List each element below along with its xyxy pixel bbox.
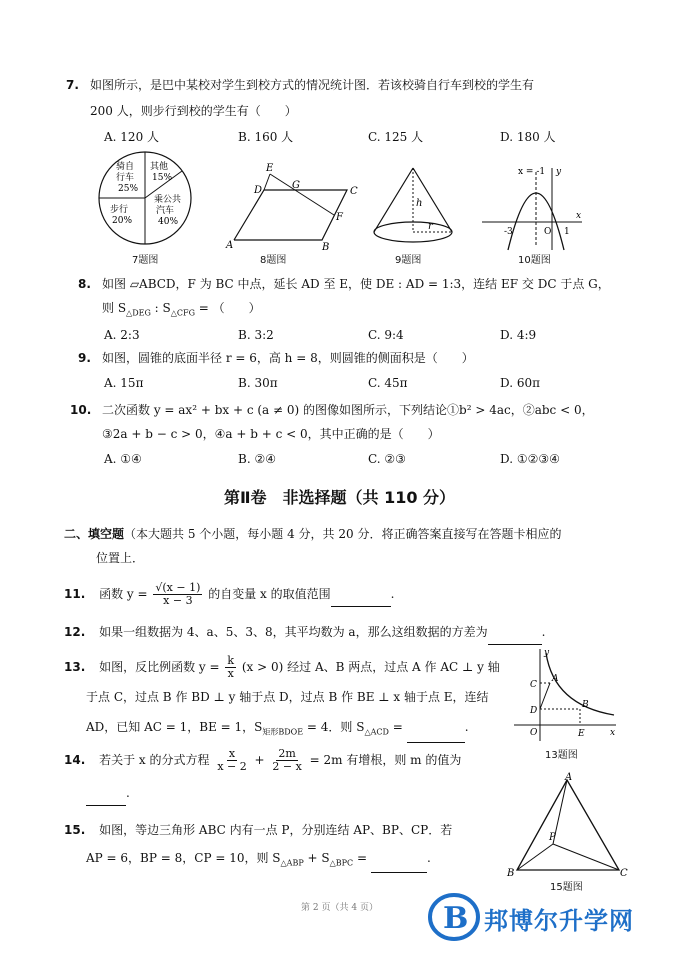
- part-number: 二、: [64, 527, 89, 541]
- point-label: B: [322, 242, 330, 253]
- pie-label: 步行: [110, 205, 129, 215]
- pie-label: 乘公共: [154, 195, 182, 205]
- site-logo: [428, 893, 668, 941]
- point-label: P: [549, 832, 556, 843]
- fraction: $\frac{k}{x}$: [227, 654, 235, 680]
- logo-text: 邦博尔升学网: [484, 907, 634, 935]
- parabola-figure: [478, 162, 588, 252]
- option-b: B. 160 人: [238, 130, 294, 144]
- question-text-line1: 如图，圆锥的底面半径 r = 6，高 h = 8，则圆锥的侧面积是（ ）: [102, 351, 474, 365]
- pie-label: 行车: [116, 173, 135, 183]
- axis-label: x = -1: [518, 167, 546, 177]
- point-label: x: [610, 728, 616, 738]
- figure-caption: 9题图: [395, 255, 422, 266]
- point-label: E: [578, 729, 585, 739]
- option-d: D. 4:9: [500, 328, 537, 342]
- option-c: C. 45π: [368, 376, 408, 390]
- point-label: C: [530, 680, 537, 690]
- axis-label: 1: [564, 227, 570, 237]
- pie-label: 汽车: [156, 206, 175, 216]
- point-label: A: [226, 240, 234, 251]
- question-number: 7.: [66, 78, 79, 92]
- point-label: D: [530, 706, 538, 716]
- part-instructions: （本大题共 5 个小题，每小题 4 分，共 20 分．将正确答案直接写在答题卡相应的: [124, 527, 562, 541]
- option-d: D. 180 人: [500, 130, 556, 144]
- answer-blank: [407, 712, 465, 743]
- point-label: y: [544, 648, 550, 658]
- option-a: A. ①④: [104, 452, 142, 466]
- option-a: A. 2:3: [104, 328, 140, 342]
- option-c: C. 125 人: [368, 130, 424, 144]
- question-number: 8.: [78, 277, 91, 291]
- pie-label: 25%: [118, 184, 139, 194]
- part2-header: [64, 522, 624, 570]
- triangle-figure: [505, 772, 630, 880]
- question-12: 12. 如果一组数据为 4、a、5、3、8，其平均数为 a，那么这组数据的方差为 .: [64, 620, 609, 645]
- pie-label: 40%: [158, 217, 179, 227]
- answer-blank: [488, 620, 542, 645]
- point-label: F: [336, 212, 343, 223]
- question-text-line1: 如图 ▱ABCD，F 为 BC 中点，延长 AD 至 E，使 DE : AD = 1:3，连结 EF 交 DC 于点 G，: [102, 277, 610, 291]
- question-number: 10.: [70, 403, 92, 417]
- pie-label: 骑自: [116, 162, 135, 172]
- option-c: C. ②③: [368, 452, 406, 466]
- height-label: h: [416, 198, 423, 209]
- option-a: A. 15π: [104, 376, 144, 390]
- option-d: D. ①②③④: [500, 452, 560, 466]
- point-label: O: [530, 728, 538, 738]
- question-9: [80, 346, 625, 370]
- question-13: 13. 如图，反比例函数 y = $\frac{k}{x}$ (x > 0) 经过 A、B 两点，过点 A 作 AC ⊥ y 轴 于点 C，过点 B 作 BD ⊥ y 轴于点 D，过点 B 作 BE ⊥ x 轴于点 E，连结 AD，已知 AC = 1，BE = 1，$S_{矩形BDOE} = 4$．则 $S_{\triangle ACD}$ = .: [64, 652, 504, 747]
- question-number: 15.: [64, 823, 86, 837]
- section-title: 第Ⅱ卷 非选择题（共 110 分）: [223, 488, 456, 507]
- question-text-line2: 则 $S_{\triangle DEG}$ : $S_{\triangle CFG}$ = （ ）: [102, 301, 261, 318]
- answer-blank: [86, 781, 126, 806]
- axis-label: -3: [504, 227, 513, 237]
- question-text-line2: 200 人，则步行到校的学生有（ ）: [90, 104, 297, 118]
- question-number: 9.: [78, 351, 91, 365]
- figure-caption: 8题图: [260, 255, 287, 266]
- pie-label: 其他: [150, 162, 169, 172]
- axis-label: y: [556, 167, 562, 177]
- figure-caption: 15题图: [550, 882, 583, 893]
- hyperbola-figure: [510, 645, 620, 745]
- point-label: A: [565, 772, 573, 783]
- part-instructions-line2: 位置上．: [96, 551, 145, 565]
- question-text-line1: 二次函数 y = ax² + bx + c (a ≠ 0) 的图像如图所示，下列结论①b² > 4ac，②abc < 0，: [102, 403, 594, 417]
- option-b: B. 3:2: [238, 328, 274, 342]
- question-number: 11.: [64, 587, 86, 601]
- point-label: C: [620, 868, 628, 879]
- pie-label: 15%: [152, 173, 173, 183]
- question-number: 14.: [64, 753, 86, 767]
- question-number: 12.: [64, 625, 86, 639]
- axis-label: O: [544, 227, 552, 237]
- option-d: D. 60π: [500, 376, 540, 390]
- logo-b-icon: [428, 893, 480, 941]
- answer-blank: [371, 844, 427, 873]
- part-title: 填空题: [88, 527, 125, 541]
- pie-chart-figure: [90, 150, 200, 250]
- fraction: $\frac{√(x - 1)}{x - 3}$: [155, 581, 201, 607]
- pie-label: 20%: [112, 216, 133, 226]
- cone-figure: [368, 160, 458, 255]
- point-label: D: [254, 185, 263, 196]
- point-label: C: [350, 186, 358, 197]
- radius-label: r: [428, 221, 433, 232]
- option-a: A. 120 人: [104, 130, 160, 144]
- option-b: B. ②④: [238, 452, 276, 466]
- option-b: B. 30π: [238, 376, 278, 390]
- question-text-line2: ③2a + b − c > 0，④a + b + c < 0，其中正确的是（ ）: [102, 427, 440, 441]
- option-c: C. 9:4: [368, 328, 404, 342]
- figure-caption: 10题图: [518, 255, 551, 266]
- question-text-line1: 如图所示，是巴中某校对学生到校方式的情况统计图．若该校骑自行车到校的学生有: [90, 78, 535, 92]
- fraction: $\frac{2m}{2 - x}$: [272, 747, 302, 773]
- question-7: [66, 73, 625, 123]
- question-number: 13.: [64, 660, 86, 674]
- parallelogram-figure: [222, 160, 362, 255]
- point-label: B: [507, 868, 515, 879]
- svg-text:B: B: [443, 901, 469, 936]
- point-label: E: [266, 163, 274, 174]
- question-15: 15. 如图，等边三角形 ABC 内有一点 P，分别连结 AP、BP、CP．若 AP = 6，BP = 8，CP = 10，则 $S_{\triangle ABP} + S_{\triangle BPC}$ = .: [64, 816, 504, 877]
- point-label: B: [582, 700, 589, 710]
- fraction: $\frac{x}{x - 2}$: [217, 747, 247, 773]
- point-label: G: [292, 180, 300, 191]
- figure-caption: 13题图: [545, 750, 578, 761]
- question-11: 11. 函数 y = $\frac{√(x - 1)}{x - 3}$ 的自变量 x 的取值范围 .: [64, 581, 395, 607]
- figure-caption: 7题图: [132, 255, 159, 266]
- answer-blank: [331, 582, 391, 607]
- question-8: [80, 272, 625, 325]
- axis-label: x: [576, 211, 582, 221]
- point-label: A: [552, 674, 559, 684]
- question-14: 14. 若关于 x 的分式方程 $\frac{x}{x - 2}$ + $\frac{2m}{2 - x}$ = 2m 有增根，则 m 的值为 .: [64, 748, 504, 806]
- question-10: [70, 398, 625, 446]
- page-footer: 第 2 页（共 4 页）: [301, 903, 378, 913]
